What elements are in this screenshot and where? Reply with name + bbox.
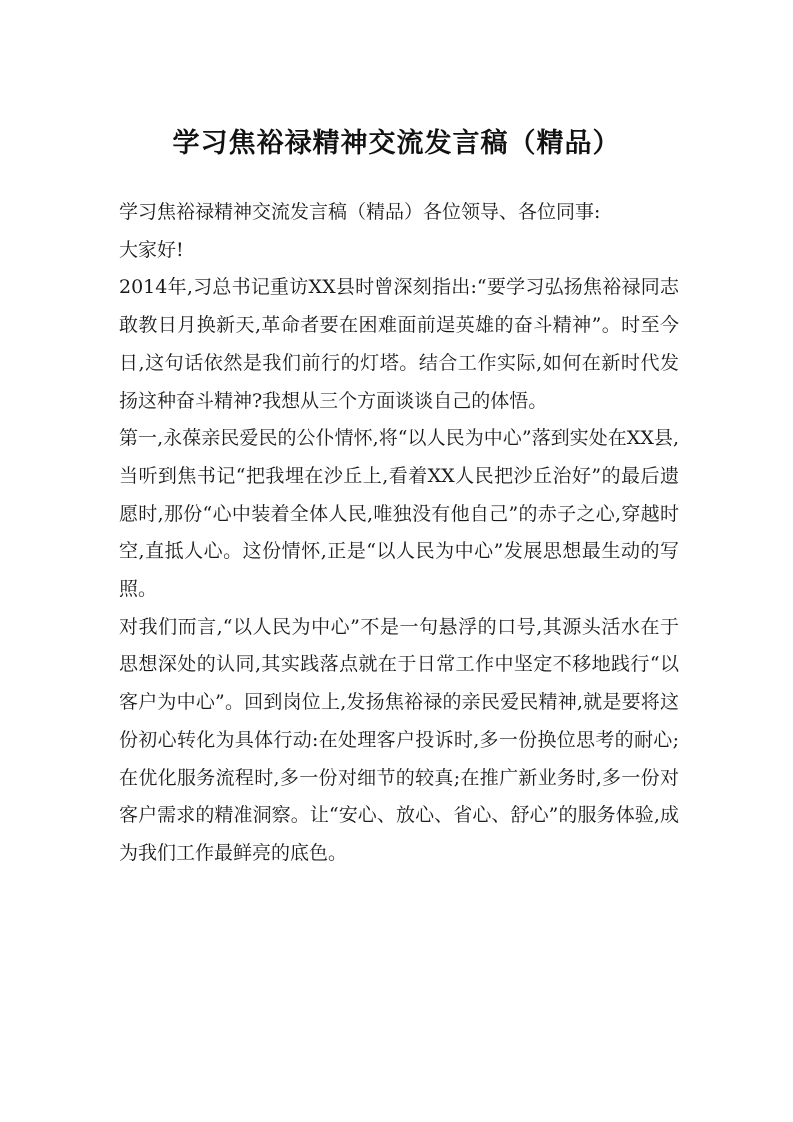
paragraph-salutation: 大家好! [119,238,184,261]
document-body [119,194,679,873]
paragraph-customer-focus: 对我们而言,“以人民为中心”不是一句悬浮的口号,其源头活水在于思想深处的认同,其实践落点就在于日常工作中坚定不移地践行“以客户为中心”。回到岗位上,发扬焦裕禄的亲民爱民精神,就是要将这份初心转化为具体行动:在处理客户投诉时,多一份换位思考的耐心;在优化服务流程时,多一份对细节的较真;在推广新业务时,多一份对客户需求的精准洞察。让“安心、放心、省心、舒心”的服务体验,成为我们工作最鲜亮的底色。 [119,615,679,864]
document-title: 学习焦裕禄精神交流发言稿（精品） [172,128,621,159]
paragraph-greeting: 学习焦裕禄精神交流发言稿（精品）各位领导、各位同事: [119,201,601,223]
paragraph-intro: 2014年,习总书记重访XX县时曾深刻指出:“要学习弘扬焦裕禄同志敢教日月换新天,革命者要在困难面前逞英雄的奋斗精神”。时至今日,这句话依然是我们前行的灯塔。结合工作实际,如何在新时代发扬这种奋斗精神?我想从三个方面谈谈自己的体悟。 [119,276,679,412]
paragraph-point-one: 第一,永葆亲民爱民的公仆情怀,将“以人民为中心”落到实处在XX县,当听到焦书记“把我埋在沙丘上,看着XX人民把沙丘治好”的最后遗愿时,那份“心中装着全体人民,唯独没有他自己”的赤子之心,穿越时空,直抵人心。这份情怀,正是“以人民为中心”发展思想最生动的写照。 [119,427,679,601]
